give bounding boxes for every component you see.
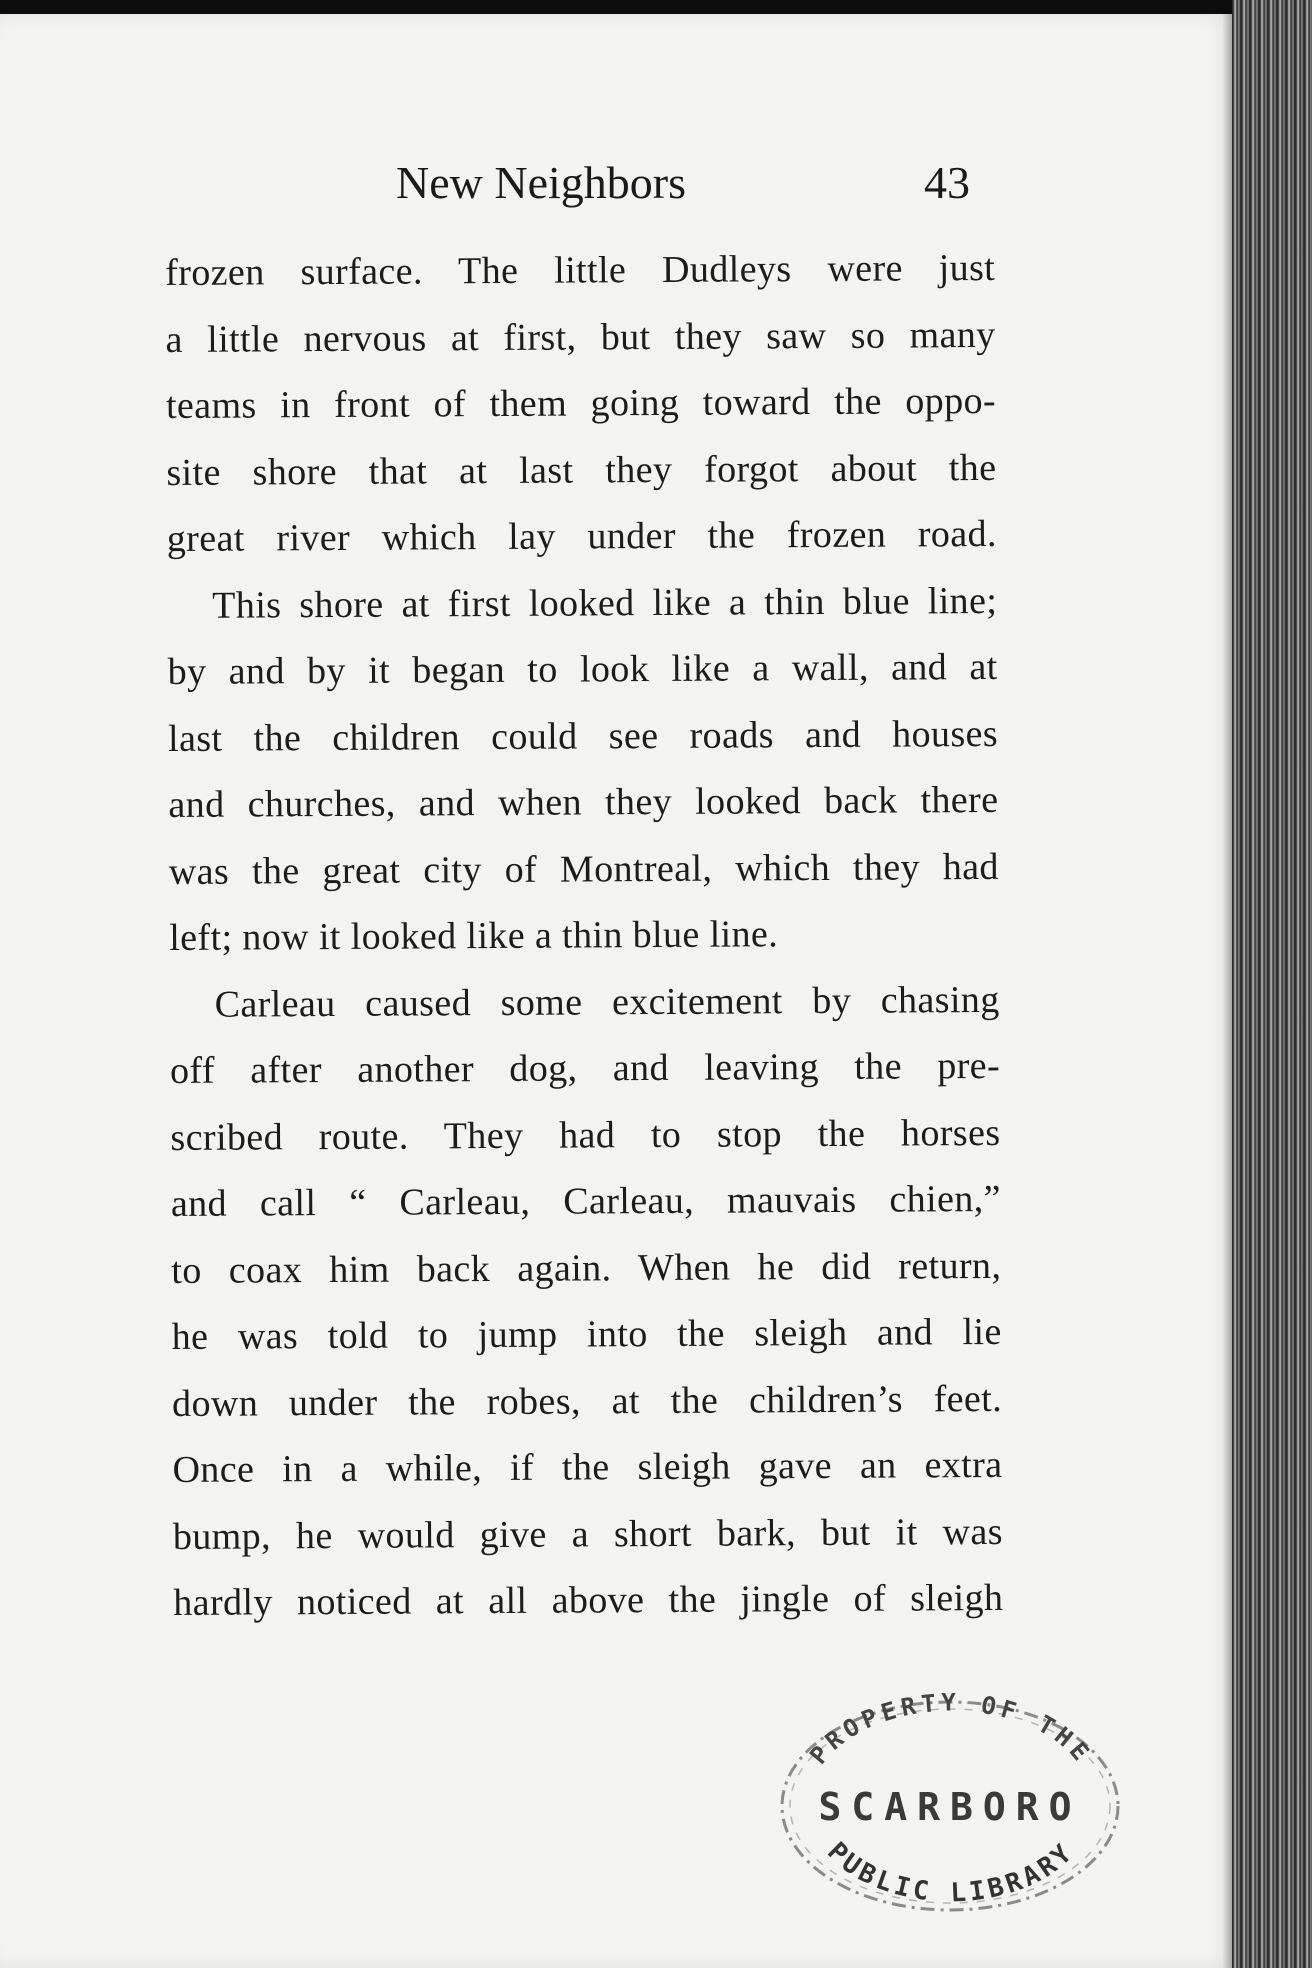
text-line: and call “ Carleau, Carleau, mauvais chien,” xyxy=(170,1177,1002,1225)
text-line: Once in a while, if the sleigh gave an extra xyxy=(172,1443,1003,1491)
text-line: frozen surface. The little Dudleys were just xyxy=(165,246,996,294)
text-line: a little nervous at first, but they saw so many xyxy=(165,313,996,361)
text-line: last the children could see roads and houses xyxy=(167,712,999,760)
text-line: and churches, and when they looked back there xyxy=(168,778,999,826)
book-page-edges xyxy=(1232,0,1312,1968)
text-line: down under the robes, at the children’s feet. xyxy=(171,1377,1003,1425)
body-text xyxy=(165,235,1004,1637)
text-line: left; now it looked like a thin blue line. xyxy=(169,913,779,959)
stamp-line-bottom: PUBLIC LIBRARY xyxy=(821,1836,1081,1909)
text-line: off after another dog, and leaving the pre- xyxy=(169,1044,1001,1092)
running-head xyxy=(160,150,970,220)
text-line: scribed route. They had to stop the horses xyxy=(170,1111,1001,1159)
text-line: bump, he would give a short bark, but it was xyxy=(172,1510,1004,1558)
svg-text:PUBLIC LIBRARY xyxy=(821,1837,1080,1909)
text-line: to coax him back again. When he did return, xyxy=(171,1244,1002,1292)
text-line: great river which lay under the frozen road. xyxy=(166,512,997,560)
text-line: teams in front of them going toward the oppo- xyxy=(165,379,997,427)
paragraph xyxy=(165,235,997,573)
text-line: hardly noticed at all above the jingle of sleigh xyxy=(173,1576,1004,1624)
running-head-title: New Neighbors xyxy=(396,157,686,208)
text-line: he was told to jump into the sleigh and lie xyxy=(171,1310,1002,1358)
stamp-line-middle: SCARBORO xyxy=(818,1785,1082,1829)
paragraph xyxy=(167,567,999,971)
text-line: was the great city of Montreal, which they had xyxy=(168,845,999,893)
svg-text:PROPERTY OF THE xyxy=(804,1689,1097,1770)
text-line: This shore at first looked like a thin blue line; xyxy=(212,579,998,627)
stamp-line-top: PROPERTY OF THE xyxy=(804,1688,1098,1770)
text-line: Carleau caused some excitement by chasing xyxy=(214,978,1000,1026)
page-number: 43 xyxy=(924,157,970,208)
text-line: site shore that at last they forgot about the xyxy=(166,446,997,494)
text-line: by and by it began to look like a wall, and at xyxy=(167,645,998,693)
paragraph xyxy=(169,966,1003,1636)
library-stamp xyxy=(750,1672,1150,1922)
